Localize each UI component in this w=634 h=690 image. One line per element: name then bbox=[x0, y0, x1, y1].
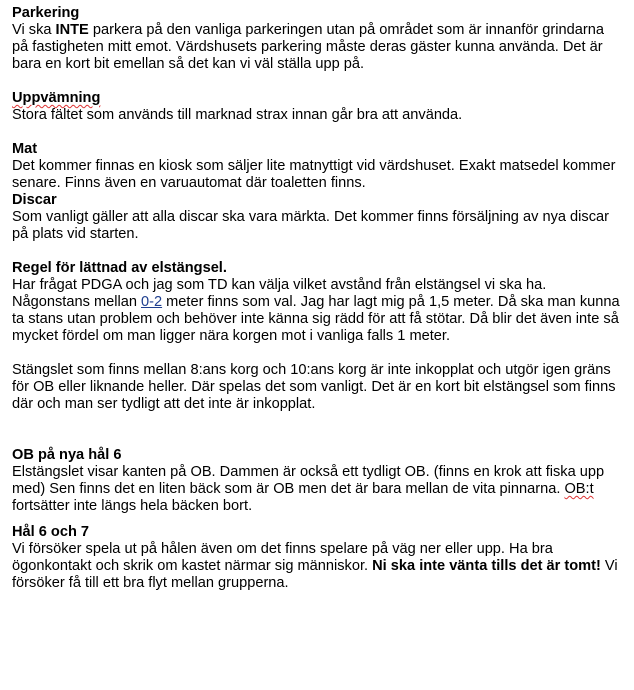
section-uppvamning bbox=[12, 90, 622, 124]
range-link[interactable]: 0-2 bbox=[141, 294, 163, 310]
section-paragraph bbox=[12, 277, 622, 345]
section-ob bbox=[12, 447, 622, 515]
section-heading: Parkering bbox=[12, 5, 80, 21]
section-regel bbox=[12, 260, 622, 413]
emphasis-text: Ni ska inte vänta tills det är tomt! bbox=[372, 558, 601, 574]
section-heading: Hål 6 och 7 bbox=[12, 524, 90, 540]
spellcheck-word: OB:t bbox=[564, 481, 594, 497]
spacer bbox=[12, 243, 622, 260]
text-run: Elstängslet visar kanten på OB. Dammen är också ett tydligt OB. (finns en krok att fiska upp med) Sen finns det en liten bäck som är OB men det är bara mellan de vita pinnarna. bbox=[12, 464, 605, 497]
section-parkering bbox=[12, 5, 622, 73]
spacer bbox=[12, 124, 622, 141]
section-heading: Uppvämning bbox=[12, 90, 101, 106]
spacer bbox=[12, 413, 622, 447]
section-heading: Regel för lättnad av elstängsel. bbox=[12, 260, 227, 276]
section-discar bbox=[12, 192, 622, 243]
text-run: meter finns som val. Jag har lagt mig på 1,5 meter. Då ska man kunna ta stans utan problem och behöver inte känna sig rädd för att få stötar. Då blir det även inte så mycket fördel om man ligger nära korgen mot i vanliga falls 1 meter. bbox=[12, 294, 620, 344]
section-heading: Mat bbox=[12, 141, 38, 157]
text-run: fortsätter inte längs hela bäcken bort. bbox=[12, 498, 253, 514]
section-heading: OB på nya hål 6 bbox=[12, 447, 122, 463]
section-paragraph bbox=[12, 541, 622, 592]
text-run: parkera på den vanliga parkeringen utan på området som är innanför grindarna på fastigheten mitt emot. Värdshusets parkering måste deras gäster kunna använda. Det är bara en kort bit emellan så det kan vi väl ställa upp på. bbox=[12, 22, 604, 72]
section-paragraph: Stängslet som finns mellan 8:ans korg och 10:ans korg är inte inkopplat och utgör igen gräns för OB eller liknande heller. Där spelas det som vanligt. Det är en kort bit elstängsel som finns där och man ser tydligt att det inte är inkopplat. bbox=[12, 362, 616, 412]
section-paragraph: Stora fältet som används till marknad strax innan går bra att använda. bbox=[12, 107, 463, 123]
section-paragraph: Som vanligt gäller att alla discar ska vara märkta. Det kommer finns försäljning av nya discar på plats vid starten. bbox=[12, 209, 609, 242]
text-run: Vi ska bbox=[12, 22, 56, 38]
section-hal bbox=[12, 524, 622, 592]
section-paragraph bbox=[12, 22, 622, 73]
section-mat bbox=[12, 141, 622, 192]
text-run: Vi försöker få till ett bra flyt mellan grupperna. bbox=[12, 558, 618, 591]
section-paragraph: Det kommer finnas en kiosk som säljer lite matnyttigt vid värdshuset. Exakt matsedel kommer senare. Finns även en varuautomat där toaletten finns. bbox=[12, 158, 616, 191]
section-heading: Discar bbox=[12, 192, 57, 208]
emphasis-text: INTE bbox=[55, 22, 89, 38]
text-run: Vi försöker spela ut på hålen även om det finns spelare på väg ner eller upp. Ha bra ögonkontakt och skrik om kastet närmar sig människor. bbox=[12, 541, 553, 574]
section-paragraph bbox=[12, 464, 622, 515]
spacer bbox=[12, 73, 622, 90]
spacer bbox=[12, 345, 622, 362]
text-run: Har frågat PDGA och jag som TD kan välja vilket avstånd från elstängsel vi ska ha. Någonstans mellan bbox=[12, 277, 547, 310]
spacer bbox=[12, 515, 622, 524]
